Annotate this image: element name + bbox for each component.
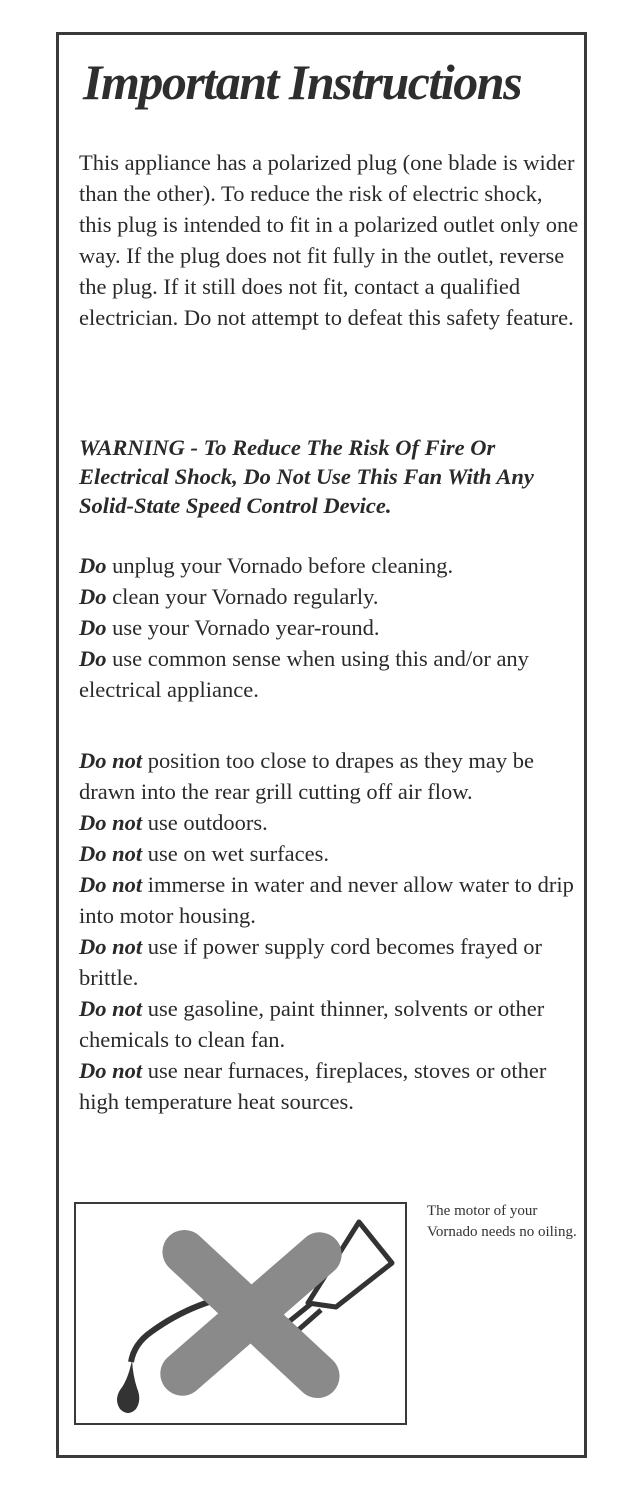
do-lead: Do (79, 615, 107, 640)
do-not-item (79, 807, 579, 838)
do-text: clean your Vornado regularly. (106, 584, 379, 609)
warning-notice: WARNING - To Reduce The Risk Of Fire Or Electrical Shock, Do Not Use This Fan With Any Solid-State Speed Control Device. (79, 435, 534, 518)
do-not-lead: Do not (79, 1058, 143, 1083)
do-not-text: position too close to drapes as they may be drawn into the rear grill cutting off air flow. (79, 748, 534, 804)
no-oil-can-icon (76, 1204, 405, 1423)
no-oil-illustration (74, 1202, 407, 1425)
do-list (79, 550, 579, 705)
do-lead: Do (79, 584, 107, 609)
do-item (79, 612, 579, 643)
instructions-panel (56, 32, 587, 1458)
do-text: unplug your Vornado before cleaning. (106, 553, 454, 578)
do-not-item (79, 838, 579, 869)
do-item (79, 581, 579, 612)
do-not-lead: Do not (79, 841, 143, 866)
do-not-list (79, 745, 579, 1117)
do-not-item (79, 869, 579, 931)
do-not-text: use if power supply cord becomes frayed or brittle. (79, 934, 543, 990)
do-not-text: use gasoline, paint thinner, solvents or other chemicals to clean fan. (79, 996, 545, 1052)
do-not-item (79, 745, 579, 807)
do-not-text: use outdoors. (142, 810, 268, 835)
do-not-text: immerse in water and never allow water to drip into motor housing. (79, 872, 574, 928)
oil-drop-icon (117, 1360, 139, 1413)
do-not-lead: Do not (79, 748, 143, 773)
page-title: Important Instructions (83, 54, 522, 110)
do-not-lead: Do not (79, 996, 143, 1021)
do-not-item (79, 993, 579, 1055)
no-oil-caption: The motor of your Vornado needs no oiling. (427, 1203, 577, 1240)
do-not-text: use near furnaces, fireplaces, stoves or other high temperature heat sources. (79, 1058, 547, 1114)
do-not-lead: Do not (79, 934, 143, 959)
do-not-lead: Do not (79, 810, 143, 835)
do-not-text: use on wet surfaces. (142, 841, 329, 866)
polarized-plug-paragraph: This appliance has a polarized plug (one blade is wider than the other). To reduce the risk of electric shock, this plug is intended to fit in a polarized outlet only one way. If the plug does not fit fully in the outlet, reverse the plug. If it still does not fit, contact a qualified electrician. Do not attempt to defeat this safety feature. (79, 150, 579, 330)
do-not-lead: Do not (79, 872, 143, 897)
do-item (79, 643, 579, 705)
do-lead: Do (79, 646, 107, 671)
do-lead: Do (79, 553, 107, 578)
do-item (79, 550, 579, 581)
do-text: use your Vornado year-round. (106, 615, 380, 640)
do-text: use common sense when using this and/or any electrical appliance. (79, 646, 529, 702)
do-not-item (79, 931, 579, 993)
do-not-item (79, 1055, 579, 1117)
